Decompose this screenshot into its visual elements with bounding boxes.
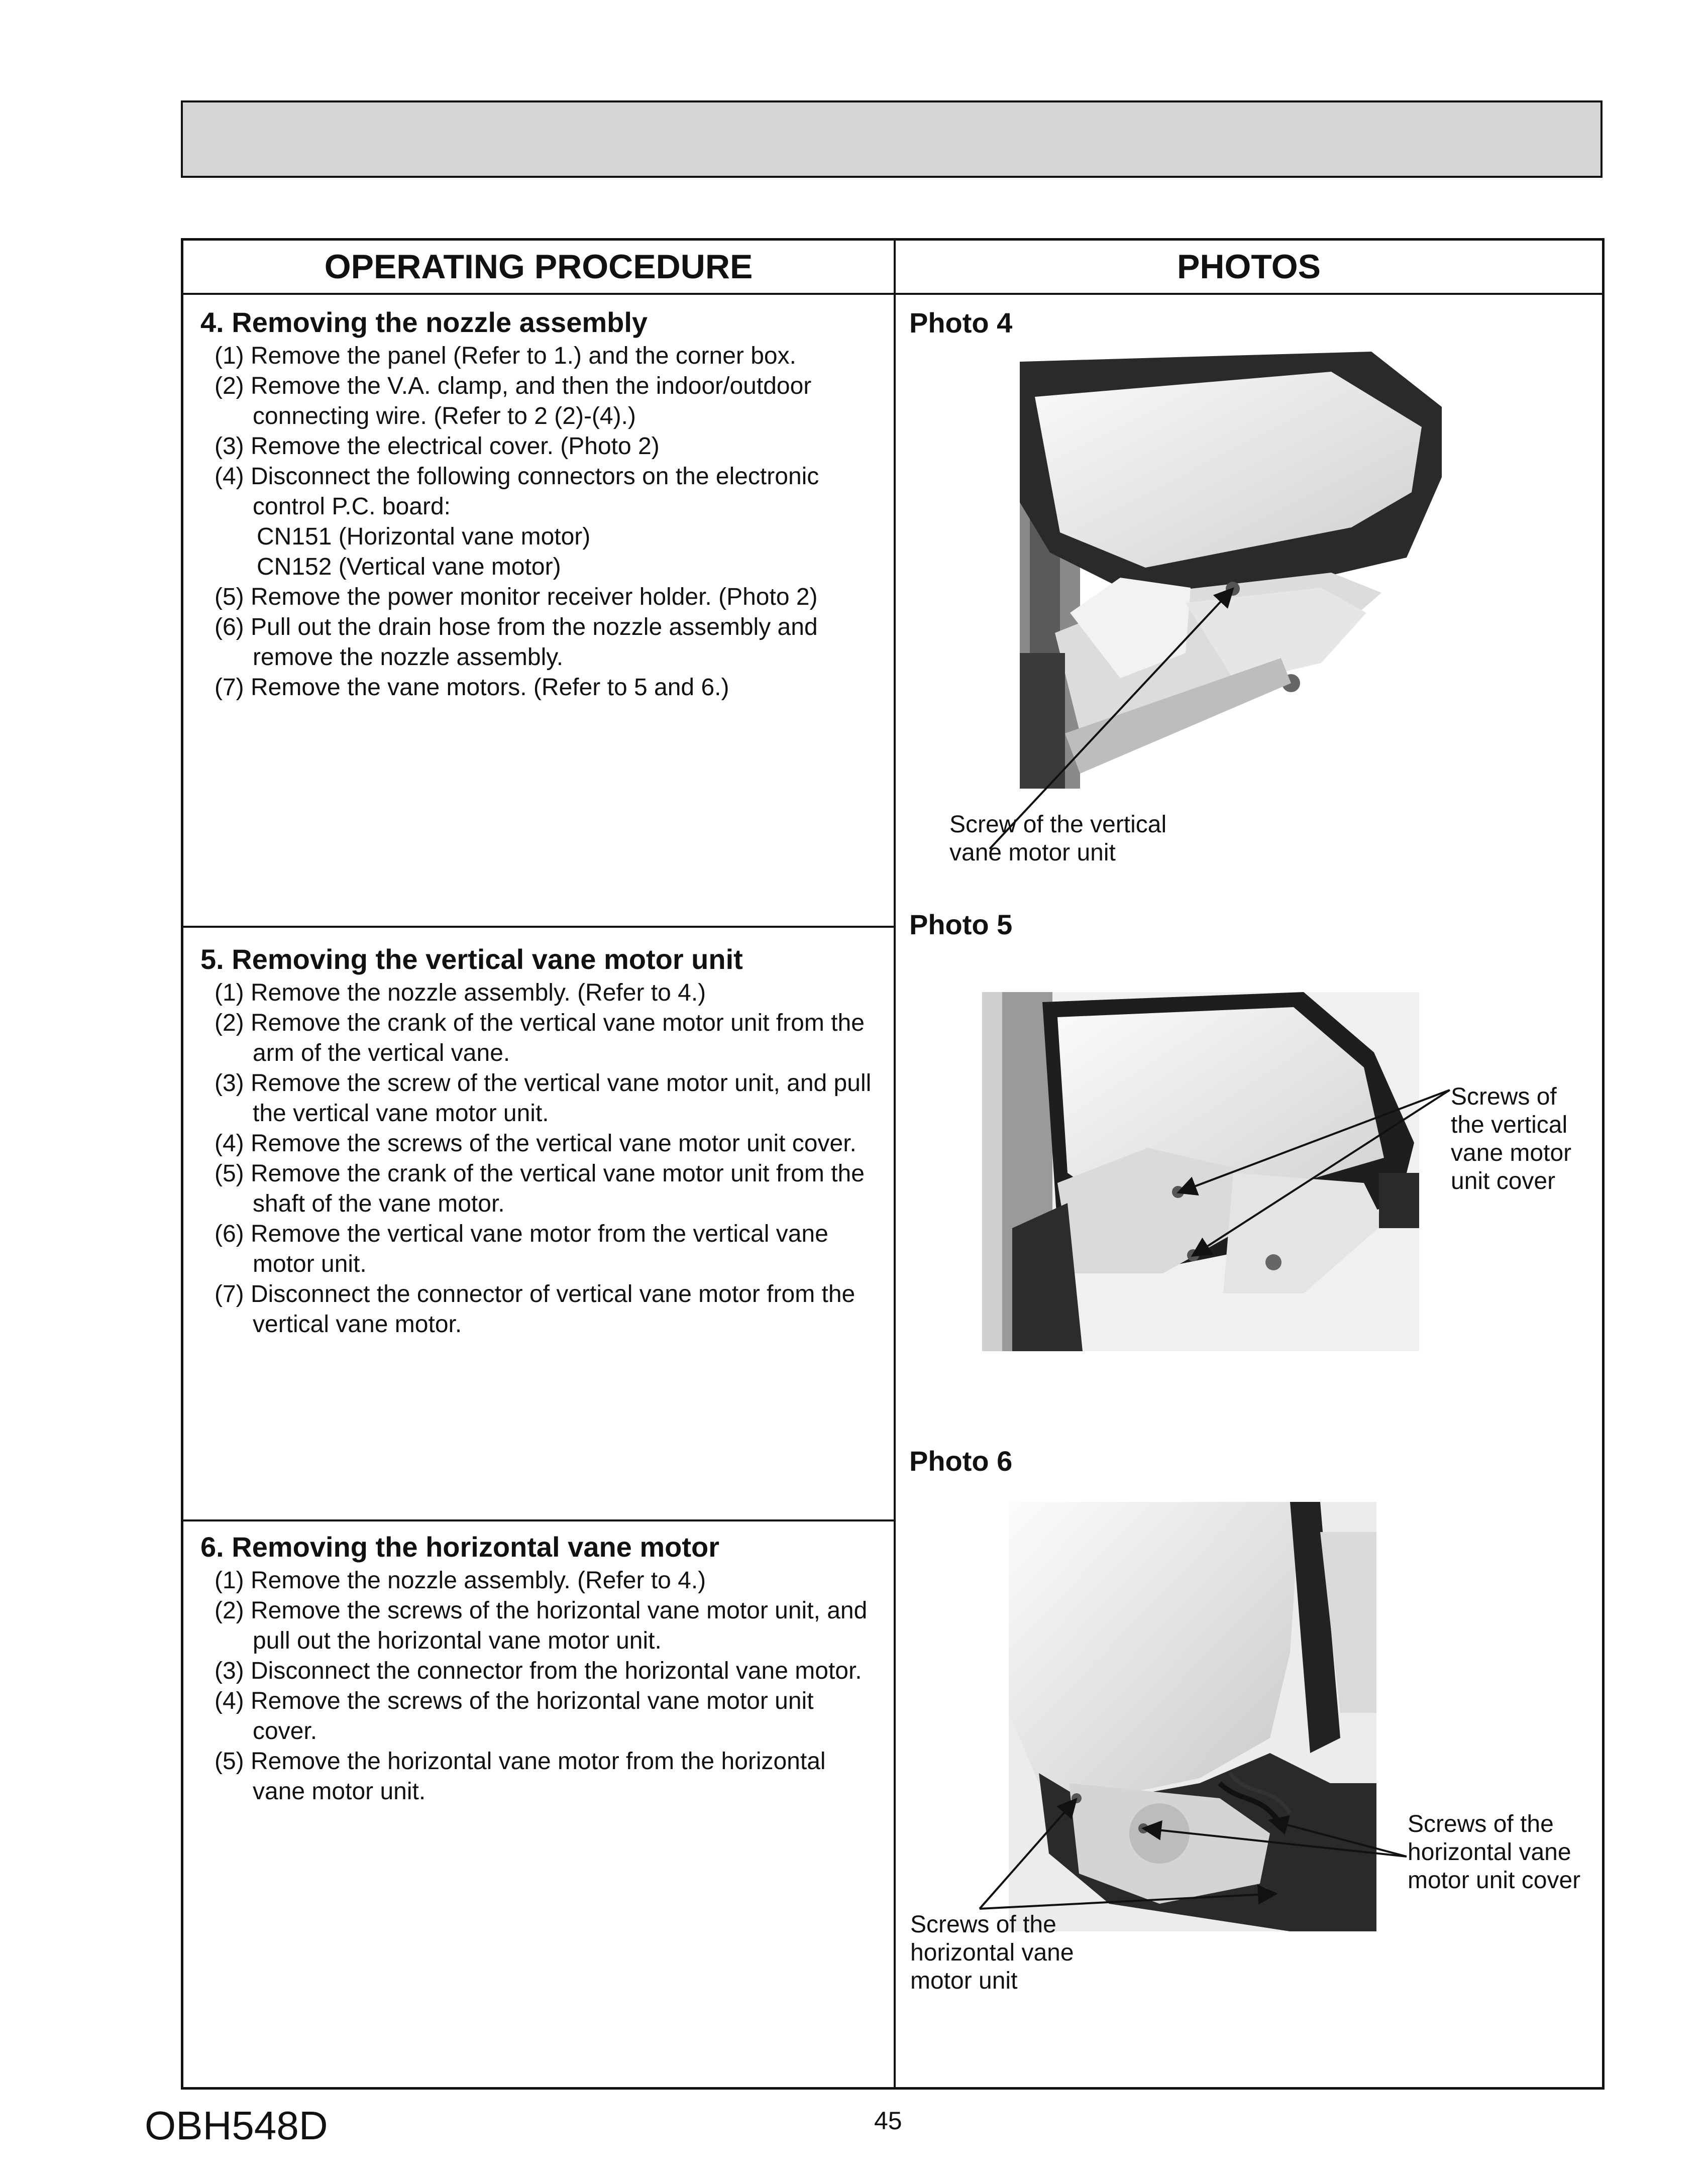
photos-header: PHOTOS	[1177, 248, 1321, 286]
section-horizontal-vane-motor	[200, 1531, 884, 1807]
model-number: OBH548D	[145, 2103, 328, 2148]
step: (2) Remove the screws of the horizontal vane motor unit, and pull out the horizontal vane motor unit.	[215, 1597, 868, 1654]
column-divider	[894, 241, 896, 2087]
step: (3) Remove the screw of the vertical vane motor unit, and pull the vertical vane motor unit.	[215, 1070, 872, 1127]
step: (1) Remove the panel (Refer to 1.) and the corner box.	[215, 343, 796, 369]
section-title: 4. Removing the nozzle assembly	[200, 306, 648, 338]
photo-4-image	[1020, 352, 1442, 789]
section-title: 5. Removing the vertical vane motor unit	[200, 943, 743, 975]
photo-5-image	[982, 992, 1419, 1351]
step: (5) Remove the power monitor receiver holder. (Photo 2)	[215, 584, 818, 610]
step: (1) Remove the nozzle assembly. (Refer to 4.)	[215, 979, 706, 1006]
step: (7) Disconnect the connector of vertical vane motor from the vertical vane motor.	[215, 1281, 856, 1338]
step: (4) Remove the screws of the vertical vane motor unit cover.	[215, 1130, 857, 1157]
section-title: 6. Removing the horizontal vane motor	[200, 1531, 720, 1563]
section-divider	[183, 1519, 894, 1521]
step: (5) Remove the horizontal vane motor from the horizontal vane motor unit.	[215, 1748, 826, 1805]
page-number: 45	[874, 2107, 902, 2135]
photo-5-label: Photo 5	[909, 909, 1013, 940]
step: (4) Remove the screws of the horizontal vane motor unit cover.	[215, 1688, 814, 1745]
section-divider	[183, 926, 894, 928]
page-header-bar	[181, 100, 1603, 178]
step: (1) Remove the nozzle assembly. (Refer to 4.)	[215, 1567, 706, 1594]
operating-procedure-header: OPERATING PROCEDURE	[324, 248, 753, 286]
photo-5-caption: Screws of the vertical vane motor unit cover	[1451, 1083, 1572, 1194]
step: (3) Remove the electrical cover. (Photo 2)	[215, 433, 660, 460]
step: (2) Remove the crank of the vertical vane motor unit from the arm of the vertical vane.	[215, 1010, 865, 1066]
section-vertical-vane-motor-unit	[200, 943, 884, 1340]
step: (2) Remove the V.A. clamp, and then the indoor/outdoor connecting wire. (Refer to 2 (2)-(4).)	[215, 373, 812, 429]
step: (3) Disconnect the connector from the horizontal vane motor.	[215, 1658, 862, 1684]
step: (4) Disconnect the following connectors on the electronic control P.C. board:	[215, 463, 819, 520]
photo-6-caption-unit: Screws of the horizontal vane motor unit	[910, 1911, 1074, 1994]
photo-4-label: Photo 4	[909, 307, 1013, 339]
step: (6) Remove the vertical vane motor from the vertical vane motor unit.	[215, 1221, 828, 1277]
photo-6-image	[1009, 1502, 1376, 1931]
step: (6) Pull out the drain hose from the nozzle assembly and remove the nozzle assembly.	[215, 614, 818, 671]
step: (7) Remove the vane motors. (Refer to 5 and 6.)	[215, 674, 729, 701]
header-divider	[183, 293, 1602, 295]
photo-6-label: Photo 6	[909, 1445, 1013, 1477]
section-nozzle-assembly	[200, 306, 884, 703]
photo-4-caption: Screw of the vertical vane motor unit	[949, 811, 1167, 866]
connector-item: CN152 (Vertical vane motor)	[257, 554, 561, 580]
photo-6-caption-cover: Screws of the horizontal vane motor unit cover	[1408, 1811, 1581, 1894]
step: (5) Remove the crank of the vertical vane motor unit from the shaft of the vane motor.	[215, 1160, 865, 1217]
connector-item: CN151 (Horizontal vane motor)	[257, 523, 591, 550]
